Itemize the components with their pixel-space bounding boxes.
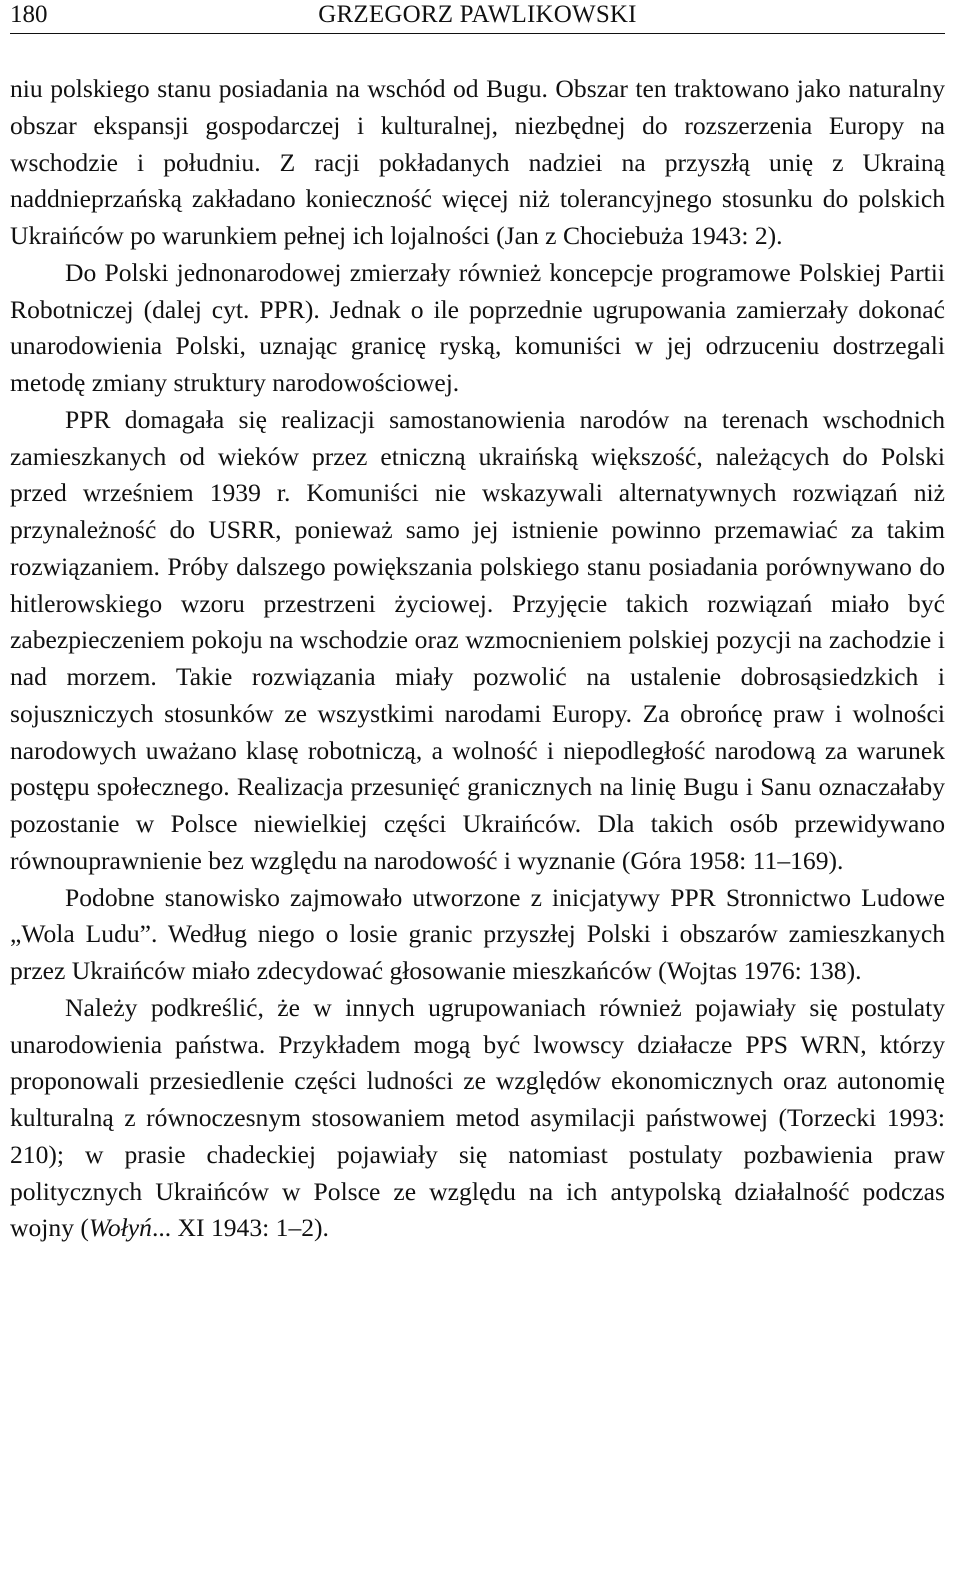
paragraph-4: Podobne stanowisko zajmowało utworzone z inicjatywy PPR Stronnictwo Ludowe „Wola Ludu”. Według niego o losie granic przyszłej Polski i obszarów zamieszkanych przez Ukraińców miało zdecydować głosowanie mieszkańców (Wojtas 1976: 138). [10,882,945,985]
body-text [10,71,945,1247]
running-header [10,0,945,30]
paragraph-5-text: Należy podkreślić, że w innych ugrupowaniach również pojawiały się postulaty unarodowienia państwa. Przykładem mogą być lwowscy działacze PPS WRN, którzy proponowali przesiedlenie części ludności ze względów ekonomicznych oraz autonomię kulturalną z równoczesnym stosowaniem metod asymilacji państwowej (Torzecki 1993: 210); w prasie chadeckiej pojawiały się natomiast postulaty pozbawienia praw politycznych Ukraińców w Polsce ze względu na ich antypolską działalność podczas wojny ( [10,992,945,1243]
paragraph-3: PPR domagała się realizacji samostanowienia narodów na terenach wschodnich zamieszkanych od wieków przez etniczną ukraińską większość, należących do Polski przed wrześniem 1939 r. Komuniści nie wskazywali alternatywnych rozwiązań niż przynależność do USRR, ponieważ samo jej istnienie powinno przemawiać za takim rozwiązaniem. Próby dalszego powiększania polskiego stanu posiadania porównywano do hitlerowskiego wzoru przestrzeni życiowej. Przyjęcie takich rozwiązań miało być zabezpieczeniem pokoju na wschodzie oraz wzmocnieniem polskiej pozycji na zachodzie i nad morzem. Takie rozwiązania miały pozwolić na ustalenie dobrosąsiedzkich i sojuszniczych stosunków ze wszystkimi narodami Europy. Za obrońcę praw i wolności narodowych uważano klasę robotniczą, a wolność i niepodległość narodową za warunek postępu społecznego. Realizacja przesunięć granicznych na linię Bugu i Sanu oznaczałaby pozostanie w Polsce niewielkiej części Ukraińców. Dla takich osób przewidywano równouprawnienie bez względu na narodowość i wyznanie (Góra 1958: 11–169). [10,404,945,875]
paragraph-5 [10,990,945,1247]
running-title: GRZEGORZ PAWLIKOWSKI [318,1,637,28]
document-page [10,0,945,1247]
citation-title: Wołyń [88,1213,152,1243]
page-number: 180 [10,1,48,28]
paragraph-1: niu polskiego stanu posiadania na wschód od Bugu. Obszar ten traktowano jako naturalny obszar ekspansji gospodarczej i kulturalnej, niezbędnej do rozszerzenia Europy na wschodzie i południu. Z racji pokładanych nadziei na przyszłą unię z Ukrainą naddnieprzańską zakładano konieczność więcej niż tolerancyjnego stosunku do polskich Ukraińców po warunkiem pełnej ich lojalności (Jan z Chociebuża 1943: 2). [10,74,945,250]
paragraph-2: Do Polski jednonarodowej zmierzały również koncepcje programowe Polskiej Partii Robotniczej (dalej cyt. PPR). Jednak o ile poprzednie ugrupowania zamierzały dokonać unarodowienia Polski, uznając granicę ryską, komuniści w jej odrzuceniu dostrzegali metodę zmiany struktury narodowościowej. [10,257,945,397]
header-rule [10,33,945,34]
citation-rest: ... XI 1943: 1–2). [151,1213,329,1243]
